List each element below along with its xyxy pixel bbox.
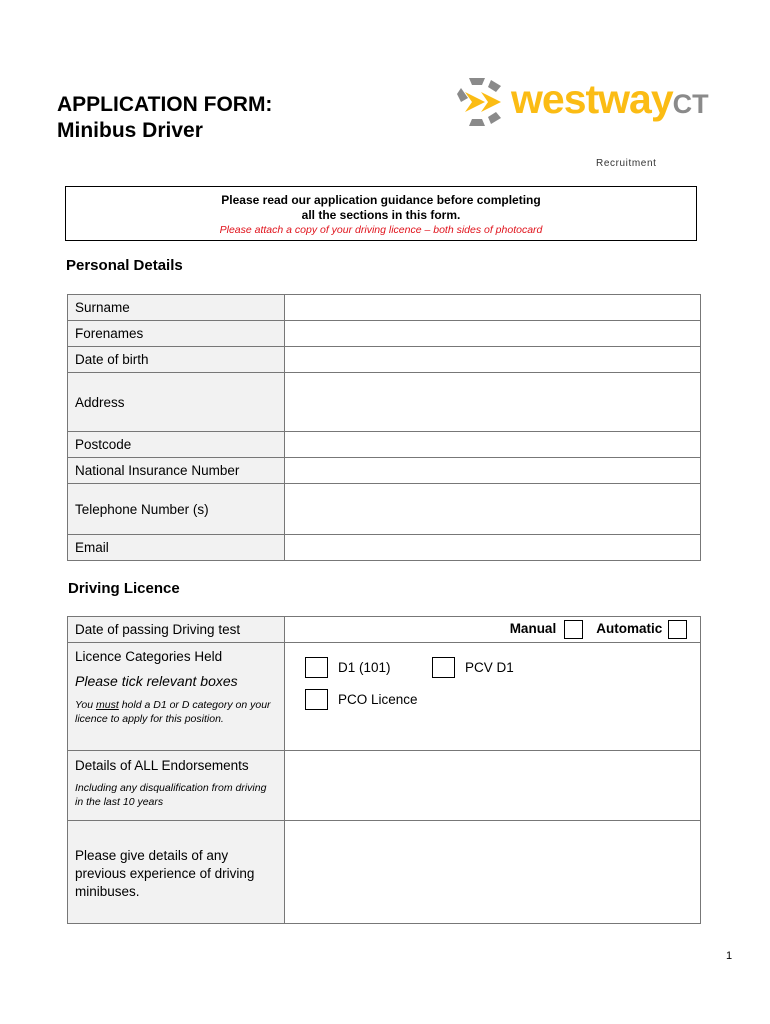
notice-line-1: Please read our application guidance before completing — [221, 193, 541, 207]
table-row — [68, 751, 701, 821]
experience-field[interactable] — [285, 821, 701, 924]
table-row — [68, 617, 701, 643]
email-field[interactable] — [285, 535, 701, 561]
forenames-field[interactable] — [285, 321, 701, 347]
pcv-d1-checkbox[interactable] — [432, 657, 455, 678]
endorsements-note: Including any disqualification from driving in the last 10 years — [75, 782, 267, 808]
form-subtitle: Minibus Driver — [57, 119, 203, 142]
page-number: 1 — [726, 950, 733, 962]
pco-licence-label: PCO Licence — [338, 692, 418, 707]
logo-mark-icon — [455, 72, 509, 132]
licence-attachment-warning: Please attach a copy of your driving licence – both sides of photocard — [219, 224, 543, 236]
personal-details-heading: Personal Details — [66, 257, 183, 274]
option-pco-licence[interactable] — [305, 689, 418, 710]
endorsements-field[interactable] — [285, 751, 701, 821]
categories-label: Licence Categories Held — [75, 649, 223, 664]
option-pcv-d1[interactable] — [432, 657, 514, 678]
driving-licence-table — [67, 616, 701, 924]
categories-hint: Please tick relevant boxes — [75, 673, 238, 689]
categories-options-cell — [285, 643, 701, 751]
postcode-field[interactable] — [285, 432, 701, 458]
table-row — [68, 347, 701, 373]
guidance-notice — [65, 186, 697, 241]
surname-label: Surname — [68, 295, 285, 321]
table-row — [68, 458, 701, 484]
notice-line-2: all the sections in this form. — [301, 208, 461, 222]
option-d1[interactable] — [305, 657, 391, 678]
table-row — [68, 295, 701, 321]
table-row — [68, 643, 701, 751]
transmission-cell — [285, 617, 701, 643]
automatic-checkbox[interactable] — [668, 620, 687, 639]
driving-licence-heading: Driving Licence — [68, 580, 180, 597]
telephone-label: Telephone Number (s) — [68, 484, 285, 535]
logo-wordmark: westwayCT — [511, 76, 709, 122]
d1-label: D1 (101) — [338, 660, 391, 675]
email-label: Email — [68, 535, 285, 561]
surname-field[interactable] — [285, 295, 701, 321]
table-row — [68, 321, 701, 347]
postcode-label: Postcode — [68, 432, 285, 458]
personal-details-table — [67, 294, 701, 561]
automatic-label: Automatic — [596, 621, 663, 637]
address-label: Address — [68, 373, 285, 432]
national-insurance-field[interactable] — [285, 458, 701, 484]
endorsements-label: Details of ALL Endorsements — [75, 758, 249, 773]
table-row — [68, 821, 701, 924]
table-row — [68, 432, 701, 458]
department-label: Recruitment — [596, 158, 657, 169]
telephone-field[interactable] — [285, 484, 701, 535]
categories-requirement-note: You must hold a D1 or D category on your licence to apply for this position. — [75, 699, 271, 725]
forenames-label: Forenames — [68, 321, 285, 347]
table-row — [68, 373, 701, 432]
form-title: APPLICATION FORM: — [57, 93, 273, 116]
date-of-birth-label: Date of birth — [68, 347, 285, 373]
experience-label: Please give details of any previous experience of driving minibuses. — [68, 821, 285, 924]
address-field[interactable] — [285, 373, 701, 432]
westway-logo — [455, 72, 740, 132]
pco-licence-checkbox[interactable] — [305, 689, 328, 710]
manual-checkbox[interactable] — [564, 620, 583, 639]
table-row — [68, 484, 701, 535]
d1-checkbox[interactable] — [305, 657, 328, 678]
date-of-birth-field[interactable] — [285, 347, 701, 373]
table-row — [68, 535, 701, 561]
manual-label: Manual — [509, 621, 557, 637]
endorsements-cell — [68, 751, 285, 821]
test-date-label: Date of passing Driving test — [68, 617, 285, 643]
national-insurance-label: National Insurance Number — [68, 458, 285, 484]
pcv-d1-label: PCV D1 — [465, 660, 514, 675]
categories-cell — [68, 643, 285, 751]
